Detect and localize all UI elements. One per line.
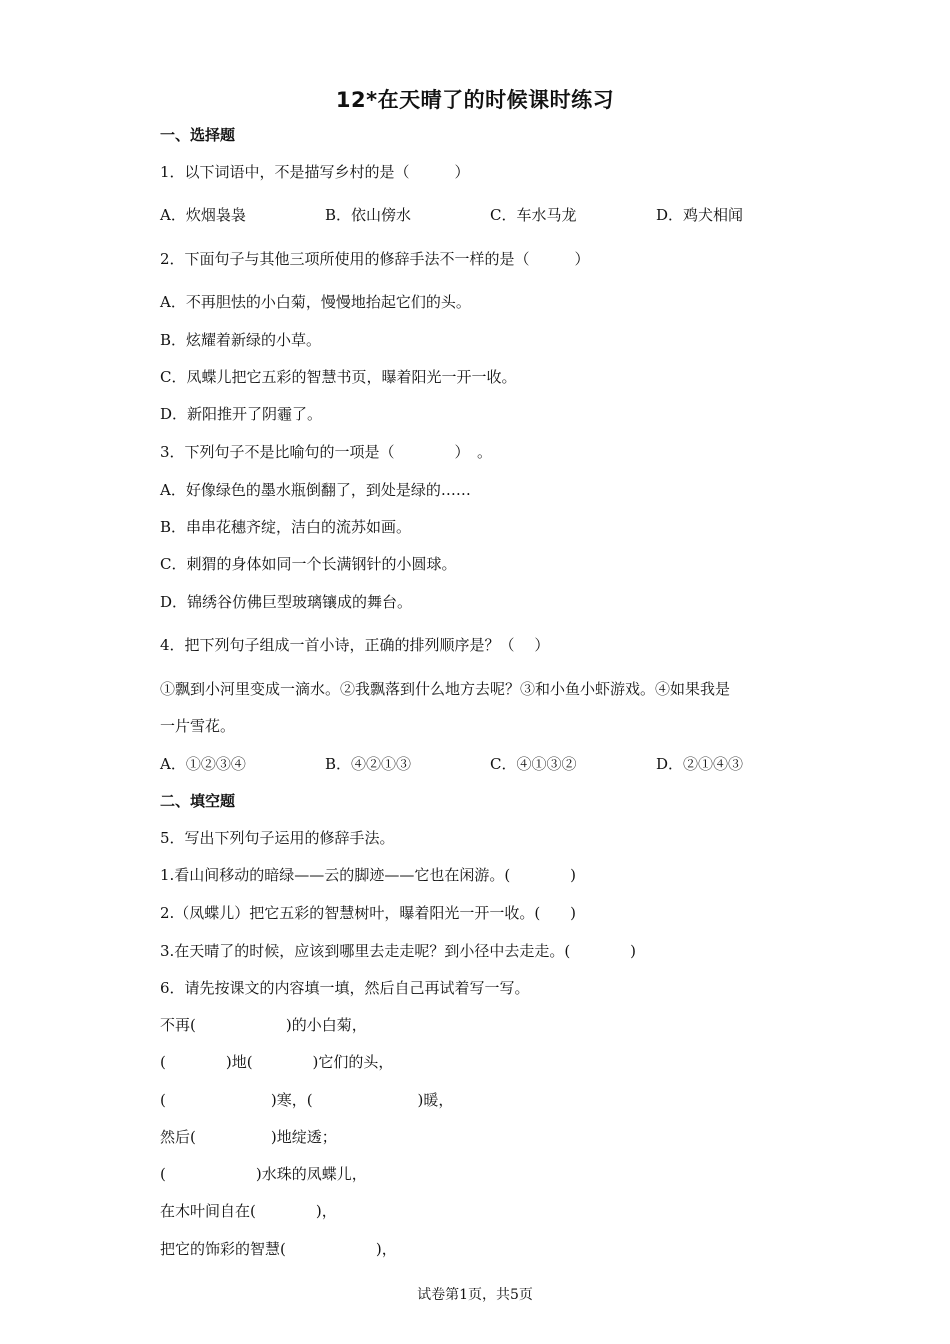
question-5-item-3: 3.在天晴了的时候，应该到哪里去走走呢？到小径中去走走。( ) [160, 942, 637, 960]
question-6-line-4: 然后( )地绽透； [160, 1128, 337, 1146]
question-5-item-2: 2.（凤蝶儿）把它五彩的智慧树叶，曝着阳光一开一收。( ) [160, 904, 577, 922]
question-4-option-d: D．②①④③ [656, 755, 744, 773]
question-3-option-d: D．锦绣谷仿佛巨型玻璃镶成的舞台。 [160, 593, 413, 611]
question-1-option-c: C．车水马龙 [490, 206, 577, 224]
question-6-line-6: 在木叶间自在( )， [160, 1202, 337, 1220]
question-4-option-b: B．④②①③ [325, 755, 412, 773]
question-3-option-c: C．刺猬的身体如同一个长满钢针的小圆球。 [160, 555, 457, 573]
question-2-stem: 2．下面句子与其他三项所使用的修辞手法不一样的是（ ） [160, 250, 590, 268]
question-4-text-line-2: 一片雪花。 [160, 717, 236, 735]
question-6-line-3: ( )寒，( )暖， [160, 1091, 454, 1109]
question-4-stem: 4．把下列句子组成一首小诗，正确的排列顺序是？（ ） [160, 636, 550, 654]
question-4-text-line-1: ①飘到小河里变成一滴水。②我飘落到什么地方去呢？③和小鱼小虾游戏。④如果我是 [160, 680, 731, 698]
question-1-option-a: A．炊烟袅袅 [160, 206, 246, 224]
question-2-option-a: A．不再胆怯的小白菊，慢慢地抬起它们的头。 [160, 293, 471, 311]
page-title: 12*在天晴了的时候课时练习 [335, 88, 615, 112]
question-4-option-c: C．④①③② [490, 755, 577, 773]
question-6-line-1: 不再( )的小白菊， [160, 1016, 367, 1034]
question-3-option-a: A．好像绿色的墨水瓶倒翻了，到处是绿的…… [160, 481, 471, 499]
question-3-option-b: B．串串花穗齐绽，洁白的流苏如画。 [160, 518, 412, 536]
question-4-option-a: A．①②③④ [160, 755, 246, 773]
section-heading-choice: 一、选择题 [160, 126, 236, 144]
question-5-item-1: 1.看山间移动的暗绿——云的脚迹——它也在闲游。( ) [160, 866, 577, 884]
question-1-option-b: B．依山傍水 [325, 206, 412, 224]
question-5-stem: 5．写出下列句子运用的修辞手法。 [160, 829, 395, 847]
question-3-stem: 3．下列句子不是比喻句的一项是（ ） 。 [160, 443, 493, 461]
question-6-line-5: ( )水珠的凤蝶儿， [160, 1165, 367, 1183]
question-2-option-b: B．炫耀着新绿的小草。 [160, 331, 322, 349]
section-heading-fill: 二、填空题 [160, 792, 236, 810]
question-6-stem: 6．请先按课文的内容填一填，然后自己再试着写一写。 [160, 979, 530, 997]
question-6-line-7: 把它的饰彩的智慧( )， [160, 1240, 397, 1258]
question-1-stem: 1．以下词语中，不是描写乡村的是（ ） [160, 163, 470, 181]
question-6-line-2: ( )地( )它们的头， [160, 1053, 394, 1071]
question-1-option-d: D．鸡犬相闻 [656, 206, 744, 224]
page-footer: 试卷第1页，共5页 [417, 1287, 533, 1303]
question-2-option-d: D．新阳推开了阴霾了。 [160, 405, 323, 423]
question-2-option-c: C．凤蝶儿把它五彩的智慧书页，曝着阳光一开一收。 [160, 368, 517, 386]
